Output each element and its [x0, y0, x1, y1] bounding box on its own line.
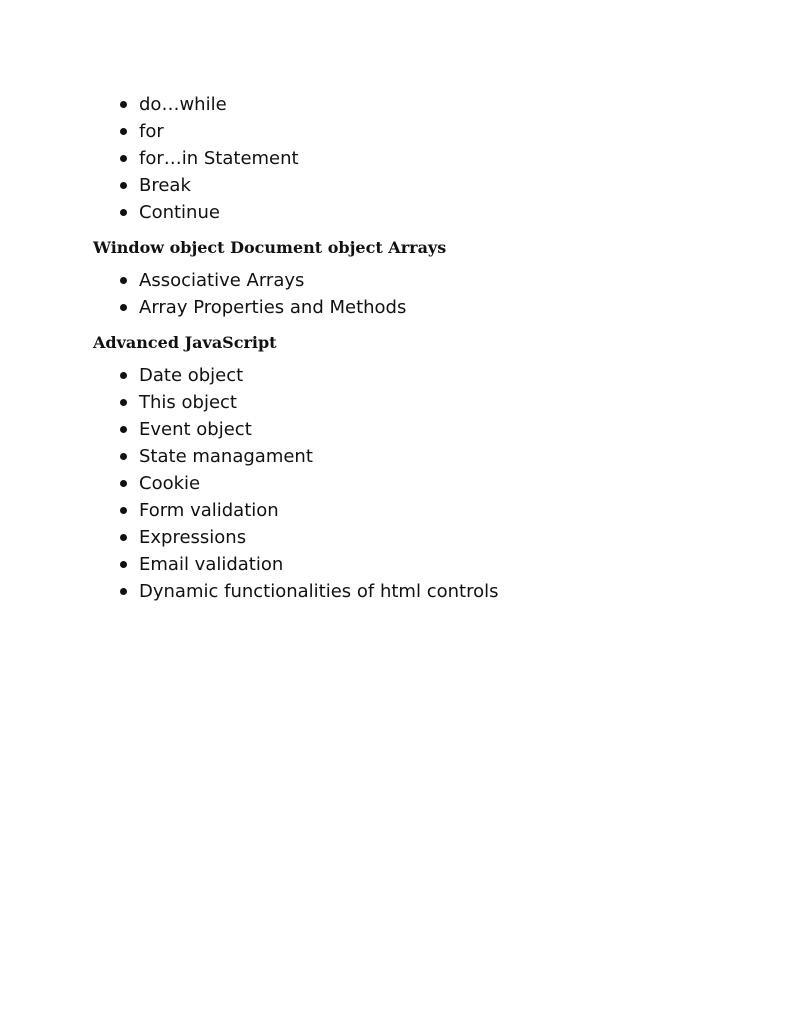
section-heading-arrays: Window object Document object Arrays: [93, 238, 447, 257]
list-item: [139, 578, 791, 605]
list-item-label: Form validation: [139, 500, 279, 521]
list-item-label: Array Properties and Methods: [139, 297, 407, 318]
bullet-icon: [120, 155, 127, 162]
list-item-label: Associative Arrays: [139, 270, 305, 291]
list-item: [139, 118, 791, 145]
bullet-icon: [120, 399, 127, 406]
list-item: [139, 389, 791, 416]
list-item-label: Email validation: [139, 554, 284, 575]
bullet-icon: [120, 277, 127, 284]
list-item: [139, 145, 791, 172]
section-heading-advanced-javascript: Advanced JavaScript: [93, 333, 277, 352]
list-item: [139, 470, 791, 497]
list-item-label: Expressions: [139, 527, 247, 548]
list-item-label: State managament: [139, 446, 313, 467]
bullet-icon: [120, 101, 127, 108]
loop-topics-list: [0, 91, 791, 226]
bullet-icon: [120, 480, 127, 487]
array-topics-list: [0, 267, 791, 321]
bullet-icon: [120, 426, 127, 433]
list-item-label: Dynamic functionalities of html controls: [139, 581, 499, 602]
bullet-icon: [120, 304, 127, 311]
bullet-icon: [120, 561, 127, 568]
bullet-icon: [120, 507, 127, 514]
list-item: [139, 267, 791, 294]
bullet-icon: [120, 209, 127, 216]
list-item-label: Date object: [139, 365, 244, 386]
list-item: [139, 172, 791, 199]
list-item-label: Event object: [139, 419, 252, 440]
bullet-icon: [120, 534, 127, 541]
list-item: [139, 551, 791, 578]
list-item-label: Cookie: [139, 473, 201, 494]
list-item: [139, 443, 791, 470]
list-item: [139, 199, 791, 226]
list-item-label: do…while: [139, 94, 227, 115]
list-item-label: Continue: [139, 202, 220, 223]
document-page: [0, 91, 791, 605]
bullet-icon: [120, 453, 127, 460]
list-item-label: for: [139, 121, 164, 142]
list-item: [139, 91, 791, 118]
bullet-icon: [120, 372, 127, 379]
list-item: [139, 416, 791, 443]
list-item: [139, 362, 791, 389]
bullet-icon: [120, 128, 127, 135]
bullet-icon: [120, 182, 127, 189]
list-item: [139, 524, 791, 551]
list-item-label: for…in Statement: [139, 148, 299, 169]
bullet-icon: [120, 588, 127, 595]
advanced-topics-list: [0, 362, 791, 605]
list-item-label: Break: [139, 175, 191, 196]
list-item: [139, 294, 791, 321]
list-item-label: This object: [139, 392, 237, 413]
list-item: [139, 497, 791, 524]
